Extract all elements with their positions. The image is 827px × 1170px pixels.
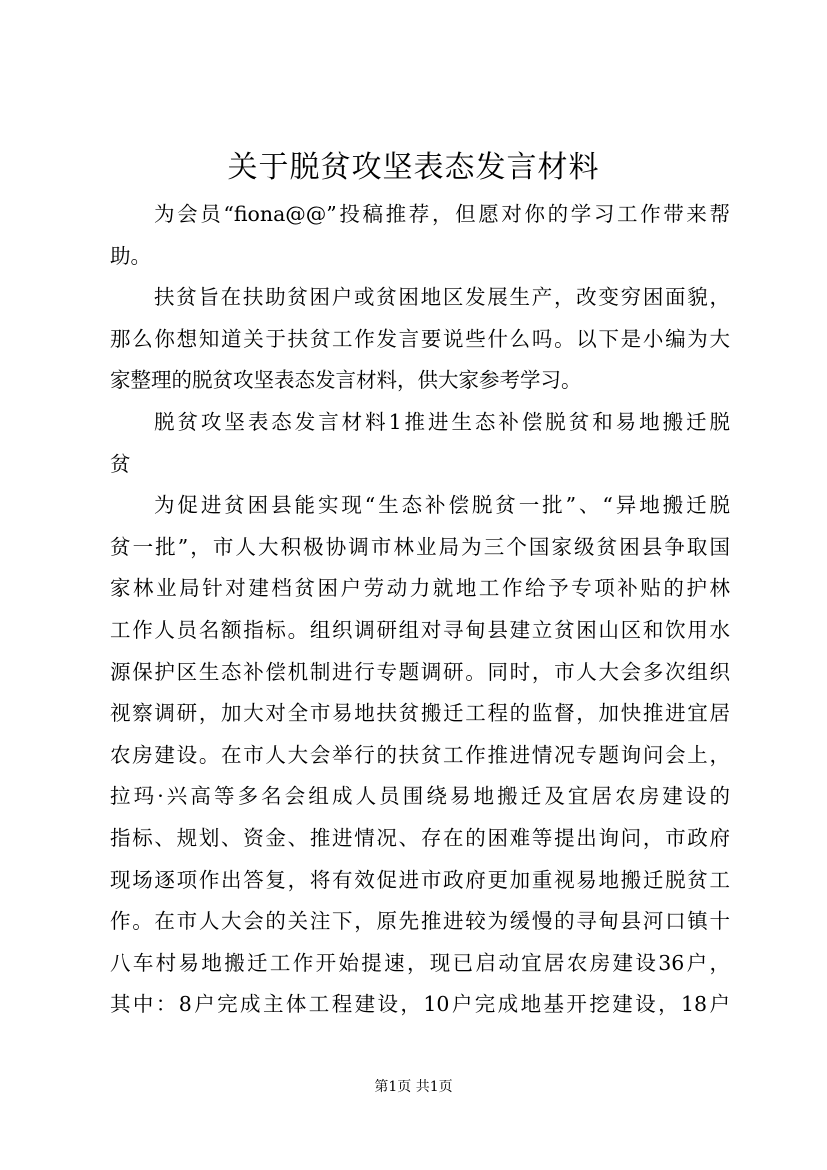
document-title: 关于脱贫攻坚表态发言材料 (227, 150, 600, 185)
paragraph-3-line-7: 农房建设。在市人大会举行的扶贫工作推进情况专题询问会上， (110, 742, 730, 767)
paragraph-3-line-11: 作。在市人大会的关注下，原先推进较为缓慢的寻甸县河口镇十 (110, 909, 730, 934)
section-heading-line-1: 脱贫攻坚表态发言材料1推进生态补偿脱贫和易地搬迁脱 (154, 409, 730, 434)
paragraph-3-line-13: 其中：8户完成主体工程建设，10户完成地基开挖建设，18户 (110, 992, 730, 1017)
page-footer: 第1页 共1页 (374, 1079, 453, 1095)
paragraph-3-line-10: 现场逐项作出答复，将有效促进市政府更加重视易地搬迁脱贫工 (110, 867, 730, 892)
paragraph-3-line-12: 八车村易地搬迁工作开始提速，现已启动宜居农房建设36户， (110, 950, 730, 975)
paragraph-3-line-4: 工作人员名额指标。组织调研组对寻甸县建立贫困山区和饮用水 (110, 617, 730, 642)
paragraph-2-line-3: 家整理的脱贫攻坚表态发言材料，供大家参考学习。 (110, 368, 582, 393)
paragraph-3-line-1: 为促进贫困县能实现“生态补偿脱贫一批”、“异地搬迁脱 (154, 493, 730, 518)
paragraph-3-line-3: 家林业局针对建档贫困户劳动力就地工作给予专项补贴的护林 (110, 576, 730, 601)
paragraph-1-line-2: 助。 (110, 243, 151, 268)
paragraph-2-line-2: 那么你想知道关于扶贫工作发言要说些什么吗。以下是小编为大 (110, 326, 730, 351)
section-heading-line-2: 贫 (110, 451, 131, 476)
paragraph-3-line-8: 拉玛·兴高等多名会组成人员围绕易地搬迁及宜居农房建设的 (110, 784, 730, 809)
document-body (110, 194, 730, 1026)
paragraph-3-line-9: 指标、规划、资金、推进情况、存在的困难等提出询问，市政府 (110, 825, 730, 850)
paragraph-3-line-5: 源保护区生态补偿机制进行专题调研。同时，市人大会多次组织 (110, 659, 730, 684)
paragraph-1-line-1: 为会员“fiona@@”投稿推荐，但愿对你的学习工作带来帮 (154, 202, 730, 226)
paragraph-2-line-1: 扶贫旨在扶助贫困户或贫困地区发展生产，改变穷困面貌， (154, 285, 730, 310)
paragraph-3-line-2: 贫一批”，市人大积极协调市林业局为三个国家级贫困县争取国 (110, 534, 730, 559)
paragraph-3-line-6: 视察调研，加大对全市易地扶贫搬迁工程的监督，加快推进宜居 (110, 701, 730, 726)
